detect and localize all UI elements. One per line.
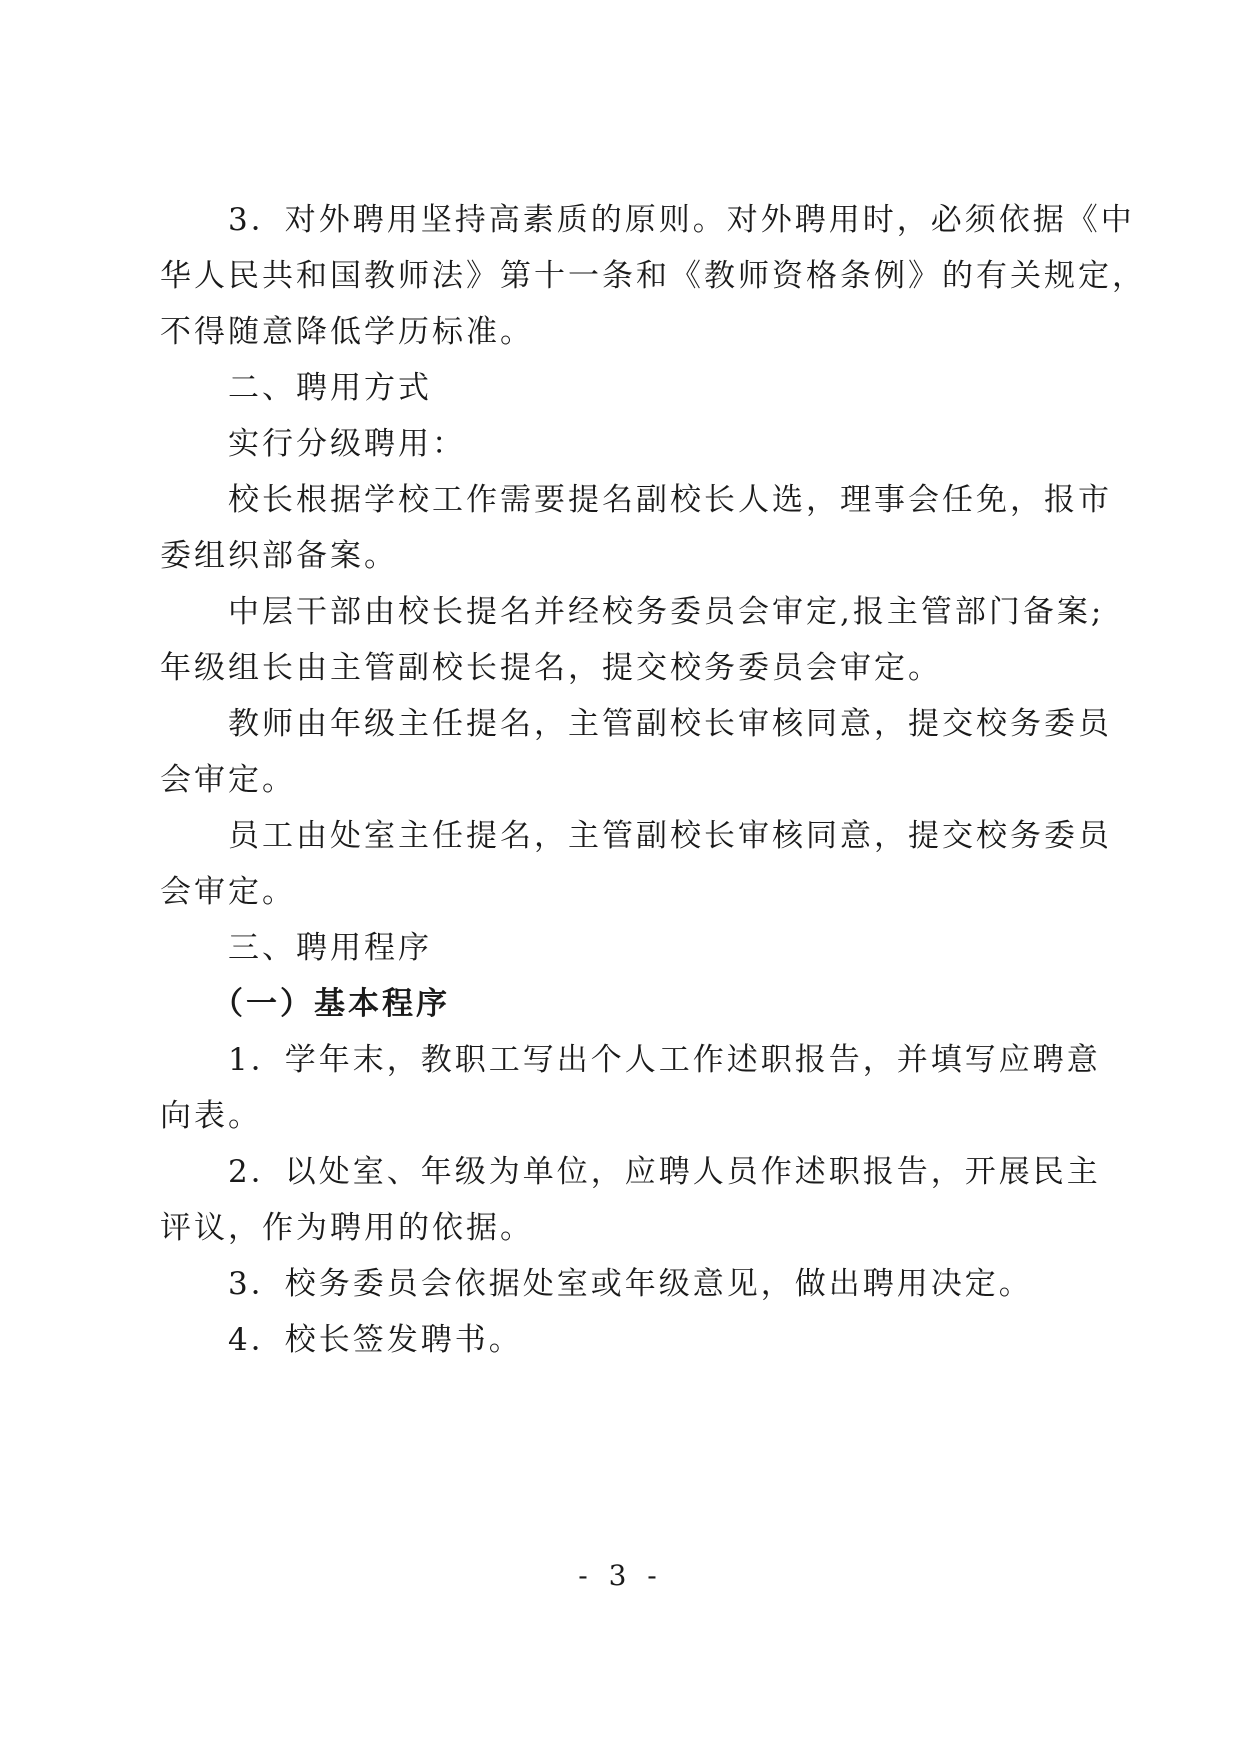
section-heading-hiring-method: 二、聘用方式 [228,370,432,406]
paragraph-line: 委组织部备案。 [160,538,398,574]
paragraph-line: 华人民共和国教师法》第十一条和《教师资格条例》的有关规定， [160,258,1146,294]
paragraph-line: 实行分级聘用： [228,426,466,462]
page-number: - 3 - [578,1559,663,1592]
paragraph-line: 年级组长由主管副校长提名，提交校务委员会审定。 [160,650,942,686]
subsection-heading-basic-procedure: （一）基本程序 [212,986,450,1022]
paragraph-line: 员工由处室主任提名，主管副校长审核同意，提交校务委员 [228,818,1112,854]
paragraph-line: 3．校务委员会依据处室或年级意见，做出聘用决定。 [228,1266,1033,1302]
paragraph-line: 评议，作为聘用的依据。 [160,1210,534,1246]
paragraph-line: 1．学年末，教职工写出个人工作述职报告，并填写应聘意 [228,1042,1101,1078]
paragraph-line: 4．校长签发聘书。 [228,1322,523,1358]
paragraph-line: 校长根据学校工作需要提名副校长人选，理事会任免，报市 [228,482,1112,518]
paragraph-line: 不得随意降低学历标准。 [160,314,534,350]
paragraph-line: 会审定。 [160,874,296,910]
paragraph-line: 2．以处室、年级为单位，应聘人员作述职报告，开展民主 [228,1154,1101,1190]
paragraph-line: 向表。 [160,1098,262,1134]
paragraph-line: 教师由年级主任提名，主管副校长审核同意，提交校务委员 [228,706,1112,742]
paragraph-line: 中层干部由校长提名并经校务委员会审定,报主管部门备案; [228,594,1105,630]
paragraph-line: 会审定。 [160,762,296,798]
section-heading-hiring-procedure: 三、聘用程序 [228,930,432,966]
paragraph-line: 3．对外聘用坚持高素质的原则。对外聘用时，必须依据《中 [228,202,1135,238]
